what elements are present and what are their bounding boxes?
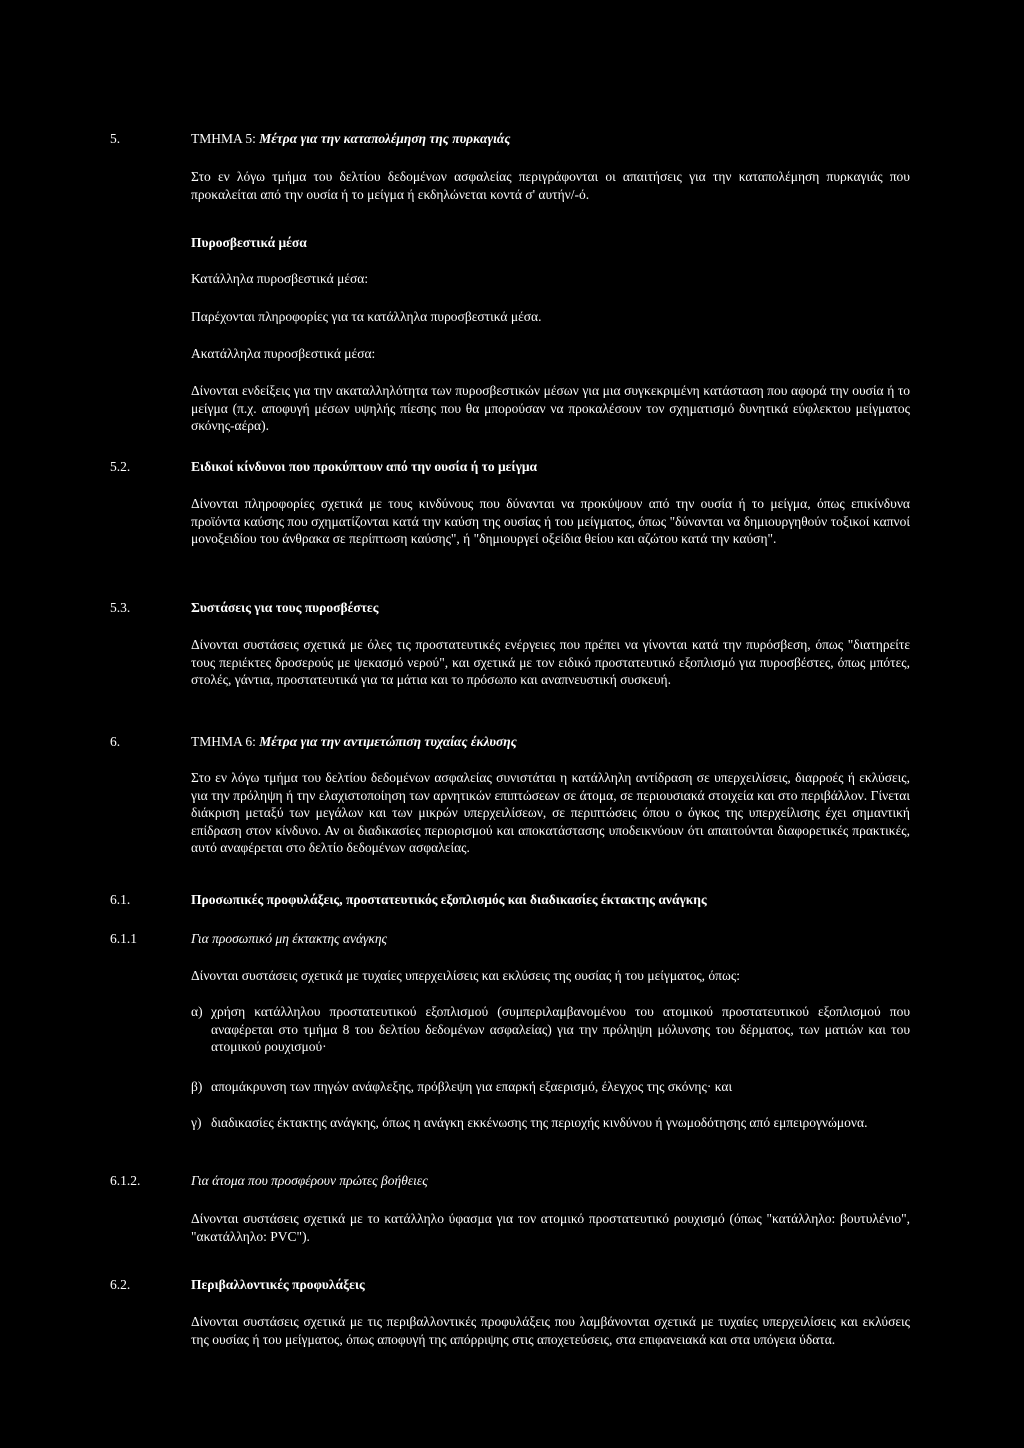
section-5-heading — [191, 130, 911, 148]
section-5-intro: Στο εν λόγω τμήμα του δελτίου δεδομένων ασφαλείας περιγράφονται οι απαιτήσεις για την καταπολέμηση πυρκαγιάς που προκαλείται από την ουσία ή το μείγμα ή εκδηλώνεται κοντά σ' αυτήν/-ό. — [191, 169, 910, 202]
section-5-heading-prefix: ΤΜΗΜΑ 5: — [191, 131, 260, 146]
section-5-2-title: Ειδικοί κίνδυνοι που προκύπτουν από την ουσία ή το μείγμα — [191, 459, 538, 474]
list-item-text: διαδικασίες έκτακτης ανάγκης, όπως η ανάγκη εκκένωσης της περιοχής κινδύνου ή γνωμοδότησης από εμπειρογνώμονα. — [211, 1115, 868, 1130]
section-6-1-2-number: 6.1.2. — [110, 1173, 141, 1188]
list-item-marker: γ) — [191, 1115, 202, 1130]
section-5-2-text: Δίνονται πληροφορίες σχετικά με τους κινδύνους που δύνανται να προκύψουν από την ουσία ή το μείγμα, όπως επικίνδυνα προϊόντα καύσης που σχηματίζονται κατά την καύση της ουσίας ή του μείγματος, όπως "δύνανται να δημιουργηθούν τοξικοί καπνοί μονοξειδίου του άνθρακα σε περίπτωση καύσης", ή "δημιουργεί οξείδια θείου και αζώτου κατά την καύση". — [191, 496, 910, 546]
section-6-1-title: Προσωπικές προφυλάξεις, προστατευτικός εξοπλισμός και διαδικασίες έκτακτης ανάγκης — [191, 892, 707, 907]
list-item-text: απομάκρυνση των πηγών ανάφλεξης, πρόβλεψη για επαρκή εξαερισμό, έλεγχος της σκόνης· και — [211, 1079, 733, 1094]
section-6-heading-prefix: ΤΜΗΜΑ 6: — [191, 734, 260, 749]
section-6-1-number: 6.1. — [110, 892, 131, 907]
section-5-number: 5. — [110, 131, 121, 146]
unsuitable-media-label: Ακατάλληλα πυροσβεστικά μέσα: — [191, 346, 376, 361]
section-5-3-title: Συστάσεις για τους πυροσβέστες — [191, 600, 379, 615]
list-item-marker: β) — [191, 1079, 203, 1094]
section-6-1-1-text: Δίνονται συστάσεις σχετικά με τυχαίες υπερχειλίσεις και εκλύσεις της ουσίας ή του μείγματος, όπως: — [191, 968, 740, 983]
section-6-2-title: Περιβαλλοντικές προφυλάξεις — [191, 1277, 365, 1292]
section-6-1-2-text: Δίνονται συστάσεις σχετικά με το κατάλληλο ύφασμα για τον ατομικό προστατευτικό ρουχισμό (όπως "κατάλληλο: βουτυλένιο", "ακατάλληλο: PVC"). — [191, 1211, 910, 1244]
section-6-number: 6. — [110, 734, 121, 749]
section-5-2-number: 5.2. — [110, 459, 131, 474]
section-6-2-text: Δίνονται συστάσεις σχετικά με τις περιβαλλοντικές προφυλάξεις που λαμβάνονται σχετικά με τυχαίες υπερχειλίσεις και εκλύσεις της ουσίας ή του μείγματος, όπως αποφυγή της απόρριψης στις αποχετεύσεις, στα επιφανειακά και στα υπόγεια ύδατα. — [191, 1314, 910, 1347]
section-6-1-2-title: Για άτομα που προσφέρουν πρώτες βοήθειες — [191, 1173, 428, 1188]
section-5-heading-title: Μέτρα για την καταπολέμηση της πυρκαγιάς — [259, 131, 511, 146]
list-item — [191, 1114, 910, 1132]
section-6-heading — [191, 733, 911, 751]
section-5-3-number: 5.3. — [110, 600, 131, 615]
fire-media-heading: Πυροσβεστικά μέσα — [191, 235, 307, 250]
section-6-1-1-title: Για προσωπικό μη έκτακτης ανάγκης — [191, 931, 388, 946]
suitable-media-label: Κατάλληλα πυροσβεστικά μέσα: — [191, 271, 369, 286]
list-item-marker: α) — [191, 1004, 203, 1019]
list-item-text: χρήση κατάλληλου προστατευτικού εξοπλισμού (συμπεριλαμβανομένου του ατομικού προστατευτικού εξοπλισμού που αναφέρεται στο τμήμα 8 του δελτίου δεδομένων ασφαλείας) για την πρόληψη μόλυνσης του δέρματος, των ματιών και του ατομικού ρουχισμού· — [211, 1004, 910, 1054]
section-5-3-text: Δίνονται συστάσεις σχετικά με όλες τις προστατευτικές ενέργειες που πρέπει να γίνονται κατά την πυρόσβεση, όπως "διατηρείτε τους περιέκτες δροσερούς με ψεκασμό νερού", και σχετικά με τον ειδικό προστατευτικό εξοπλισμό για πυροσβέστες, όπως μπότες, στολές, γάντια, προστατευτικά για τα μάτια και το πρόσωπο και αναπνευστική συσκευή. — [191, 637, 910, 687]
section-6-1-1-number: 6.1.1 — [110, 931, 137, 946]
unsuitable-media-text: Δίνονται ενδείξεις για την ακαταλληλότητα των πυροσβεστικών μέσων για μια συγκεκριμένη κατάσταση που αφορά την ουσία ή το μείγμα (π.χ. αποφυγή μέσων υψηλής πίεσης που θα μπορούσαν να προκαλέσουν τον σχηματισμό δυνητικά εύφλεκτου μείγματος σκόνης-αέρα). — [191, 383, 910, 433]
list-item — [191, 1078, 910, 1096]
list-item — [191, 1003, 910, 1056]
section-6-intro: Στο εν λόγω τμήμα του δελτίου δεδομένων ασφαλείας συνιστάται η κατάλληλη αντίδραση σε υπερχειλίσεις, διαρροές ή εκλύσεις, για την πρόληψη ή την ελαχιστοποίηση των αρνητικών επιπτώσεων σε άτομα, σε περιουσιακά στοιχεία και στο περιβάλλον. Γίνεται διάκριση μεταξύ των μεγάλων και των μικρών υπερχειλίσεων, σε περιπτώσεις όπου ο όγκος της υπερχείλισης έχει σημαντική επίδραση στον κίνδυνο. Αν οι διαδικασίες περιορισμού και αποκατάστασης υποδεικνύουν ότι απαιτούνται διαφορετικές πρακτικές, αυτό αναφέρεται στο δελτίο δεδομένων ασφαλείας. — [191, 770, 910, 855]
section-6-heading-title: Μέτρα για την αντιμετώπιση τυχαίας έκλυσης — [259, 734, 517, 749]
suitable-media-text: Παρέχονται πληροφορίες για τα κατάλληλα πυροσβεστικά μέσα. — [191, 309, 542, 324]
section-6-2-number: 6.2. — [110, 1277, 131, 1292]
